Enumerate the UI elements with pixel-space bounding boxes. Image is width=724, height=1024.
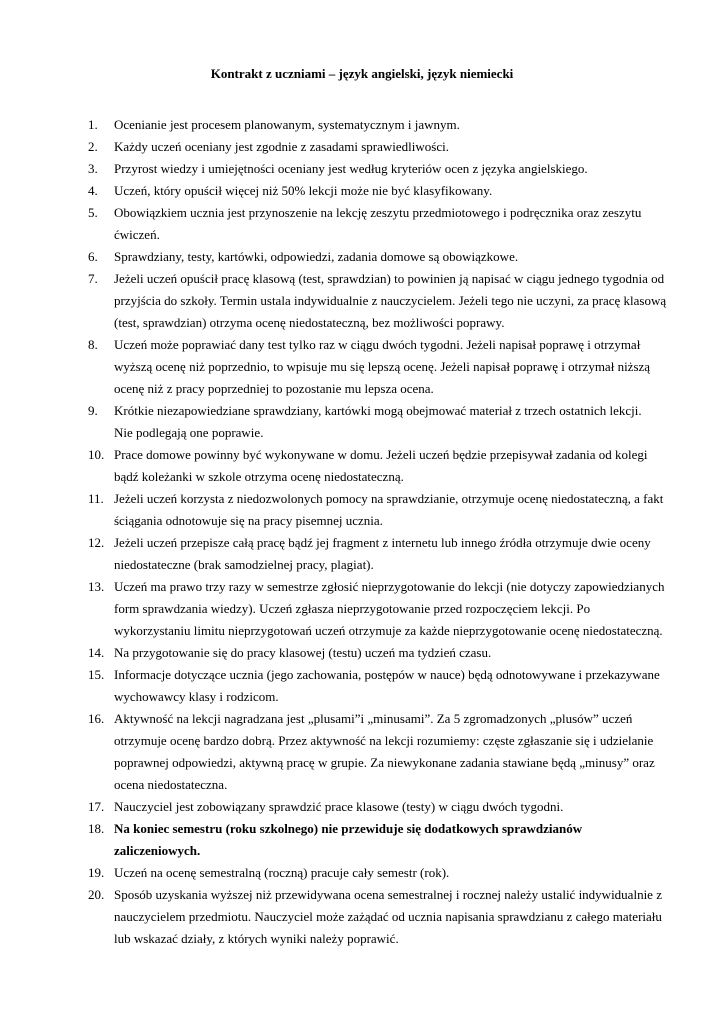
list-item	[88, 708, 668, 796]
list-item	[88, 444, 668, 488]
item-number: 4.	[88, 183, 98, 198]
item-text	[114, 488, 668, 532]
item-text	[114, 202, 668, 246]
item-number: 12.	[88, 535, 105, 550]
item-text	[114, 268, 668, 334]
item-text-line: Na koniec semestru (roku szkolnego) nie przewiduje się dodatkowych sprawdzianów	[114, 821, 583, 836]
item-number: 1.	[88, 117, 98, 132]
item-text-line: lub wskazać działy, z których wyniki należy poprawić.	[114, 931, 399, 946]
item-text-line: niedostateczne (brak samodzielnej pracy, plagiat).	[114, 557, 374, 572]
item-text	[114, 818, 668, 862]
item-number: 19.	[88, 865, 105, 880]
item-text-line: Aktywność na lekcji nagradzana jest „plusami”i „minusami”. Za 5 zgromadzonych „plusów” uczeń	[114, 711, 633, 726]
item-text	[114, 246, 668, 268]
item-text	[114, 642, 668, 664]
item-text-line: wyższą ocenę niż poprzednio, to wpisuje mu się lepszą ocenę. Jeżeli napisał poprawę i otrzymał niższą	[114, 359, 651, 374]
item-text-line: Obowiązkiem ucznia jest przynoszenie na lekcję zeszytu przedmiotowego i podręcznika oraz zeszytu	[114, 205, 642, 220]
list-item	[88, 642, 668, 664]
list-item	[88, 818, 668, 862]
item-text-line: Przyrost wiedzy i umiejętności oceniany jest według kryteriów ocen z języka angielskiego.	[114, 161, 588, 176]
item-text-line: Na przygotowanie się do pracy klasowej (testu) uczeń ma tydzień czasu.	[114, 645, 492, 660]
item-text	[114, 334, 668, 400]
item-number: 5.	[88, 205, 98, 220]
list-item	[88, 158, 668, 180]
item-text-line: Uczeń na ocenę semestralną (roczną) pracuje cały semestr (rok).	[114, 865, 450, 880]
item-text-line: Ocenianie jest procesem planowanym, systematycznym i jawnym.	[114, 117, 460, 132]
item-text-line: Sprawdziany, testy, kartówki, odpowiedzi, zadania domowe są obowiązkowe.	[114, 249, 519, 264]
item-text	[114, 884, 668, 950]
page-title: Kontrakt z uczniami – język angielski, język niemiecki	[210, 66, 514, 81]
item-text-line: Krótkie niezapowiedziane sprawdziany, kartówki mogą obejmować materiał z trzech ostatnich lekcji.	[114, 403, 642, 418]
item-text	[114, 114, 668, 136]
item-text-line: Uczeń ma prawo trzy razy w semestrze zgłosić nieprzygotowanie do lekcji (nie dotyczy zapowiedzianych	[114, 579, 665, 594]
list-item	[88, 268, 668, 334]
item-text-line: (test, sprawdzian) otrzyma ocenę niedostateczną, bez możliwości poprawy.	[114, 315, 505, 330]
item-number: 18.	[88, 821, 105, 836]
item-text-line: Nauczyciel jest zobowiązany sprawdzić prace klasowe (testy) w ciągu dwóch tygodni.	[114, 799, 564, 814]
item-text-line: Sposób uzyskania wyższej niż przewidywana ocena semestralnej i rocznej należy ustalić indywidualnie z	[114, 887, 662, 902]
item-text	[114, 664, 668, 708]
item-number: 13.	[88, 579, 105, 594]
item-text-line: Jeżeli uczeń korzysta z niedozwolonych pomocy na sprawdzianie, otrzymuje ocenę niedostateczną, a fakt	[114, 491, 664, 506]
item-number: 16.	[88, 711, 105, 726]
item-number: 8.	[88, 337, 98, 352]
list-item	[88, 884, 668, 950]
item-text	[114, 532, 668, 576]
item-text	[114, 136, 668, 158]
item-text-line: poprawnej odpowiedzi, aktywną pracę w grupie. Za niewykonane zadania stawiane będą „minusy” oraz	[114, 755, 655, 770]
item-text-line: Uczeń może poprawiać dany test tylko raz w ciągu dwóch tygodni. Jeżeli napisał poprawę i otrzymał	[114, 337, 641, 352]
item-text-line: przyjścia do szkoły. Termin ustala indywidualnie z nauczycielem. Jeżeli tego nie uczyni, za pracę klasową	[114, 293, 667, 308]
item-number: 17.	[88, 799, 105, 814]
list-item	[88, 400, 668, 444]
item-number: 15.	[88, 667, 105, 682]
item-number: 10.	[88, 447, 105, 462]
item-number: 14.	[88, 645, 105, 660]
item-number: 20.	[88, 887, 105, 902]
list-item	[88, 488, 668, 532]
item-text	[114, 796, 668, 818]
item-text-line: nauczycielem przedmiotu. Nauczyciel może zażądać od ucznia napisania sprawdzianu z całego materiału	[114, 909, 662, 924]
item-text	[114, 708, 668, 796]
item-text	[114, 180, 668, 202]
item-text-line: Każdy uczeń oceniany jest zgodnie z zasadami sprawiedliwości.	[114, 139, 449, 154]
item-number: 6.	[88, 249, 98, 264]
item-text-line: wychowawcy klasy i rodzicom.	[114, 689, 279, 704]
list-item	[88, 796, 668, 818]
list-item	[88, 576, 668, 642]
item-text-line: form sprawdzania wiedzy). Uczeń zgłasza nieprzygotowanie przed rozpoczęciem lekcji. Po	[114, 601, 591, 616]
list-item	[88, 334, 668, 400]
item-number: 11.	[88, 491, 104, 506]
item-text	[114, 400, 668, 444]
rules-list	[88, 114, 668, 950]
item-number: 2.	[88, 139, 98, 154]
item-text	[114, 862, 668, 884]
item-text-line: ćwiczeń.	[114, 227, 160, 242]
item-text-line: Jeżeli uczeń opuścił pracę klasową (test, sprawdzian) to powinien ją napisać w ciągu jednego tygodnia od	[114, 271, 665, 286]
list-item	[88, 664, 668, 708]
item-text-line: Prace domowe powinny być wykonywane w domu. Jeżeli uczeń będzie przepisywał zadania od kolegi	[114, 447, 648, 462]
list-item	[88, 246, 668, 268]
list-item	[88, 532, 668, 576]
item-text-line: Nie podlegają one poprawie.	[114, 425, 264, 440]
item-text-line: zaliczeniowych.	[114, 843, 201, 858]
item-text-line: ocena niedostateczna.	[114, 777, 228, 792]
list-item	[88, 180, 668, 202]
item-text	[114, 444, 668, 488]
item-text-line: bądź koleżanki w szkole otrzyma ocenę niedostateczną.	[114, 469, 404, 484]
item-number: 3.	[88, 161, 98, 176]
item-text-line: otrzymuje ocenę bardzo dobrą. Przez aktywność na lekcji rozumiemy: częste zgłaszanie się i udzielanie	[114, 733, 654, 748]
item-text	[114, 158, 668, 180]
list-item	[88, 114, 668, 136]
item-text-line: ocenę niż z pracy poprzedniej to pozostanie mu lepsza ocena.	[114, 381, 434, 396]
item-text	[114, 576, 668, 642]
item-text-line: Jeżeli uczeń przepisze całą pracę bądź jej fragment z internetu lub innego źródła otrzymuje dwie oceny	[114, 535, 651, 550]
list-item	[88, 202, 668, 246]
list-item	[88, 862, 668, 884]
item-text-line: wykorzystaniu limitu nieprzygotowań uczeń otrzymuje za każde nieprzygotowanie ocenę niedostateczną.	[114, 623, 663, 638]
item-text-line: Informacje dotyczące ucznia (jego zachowania, postępów w nauce) będą odnotowywane i przekazywane	[114, 667, 660, 682]
item-number: 9.	[88, 403, 98, 418]
item-number: 7.	[88, 271, 98, 286]
list-item	[88, 136, 668, 158]
item-text-line: Uczeń, który opuścił więcej niż 50% lekcji może nie być klasyfikowany.	[114, 183, 493, 198]
item-text-line: ściągania odnotowuje się na pracy pisemnej ucznia.	[114, 513, 383, 528]
